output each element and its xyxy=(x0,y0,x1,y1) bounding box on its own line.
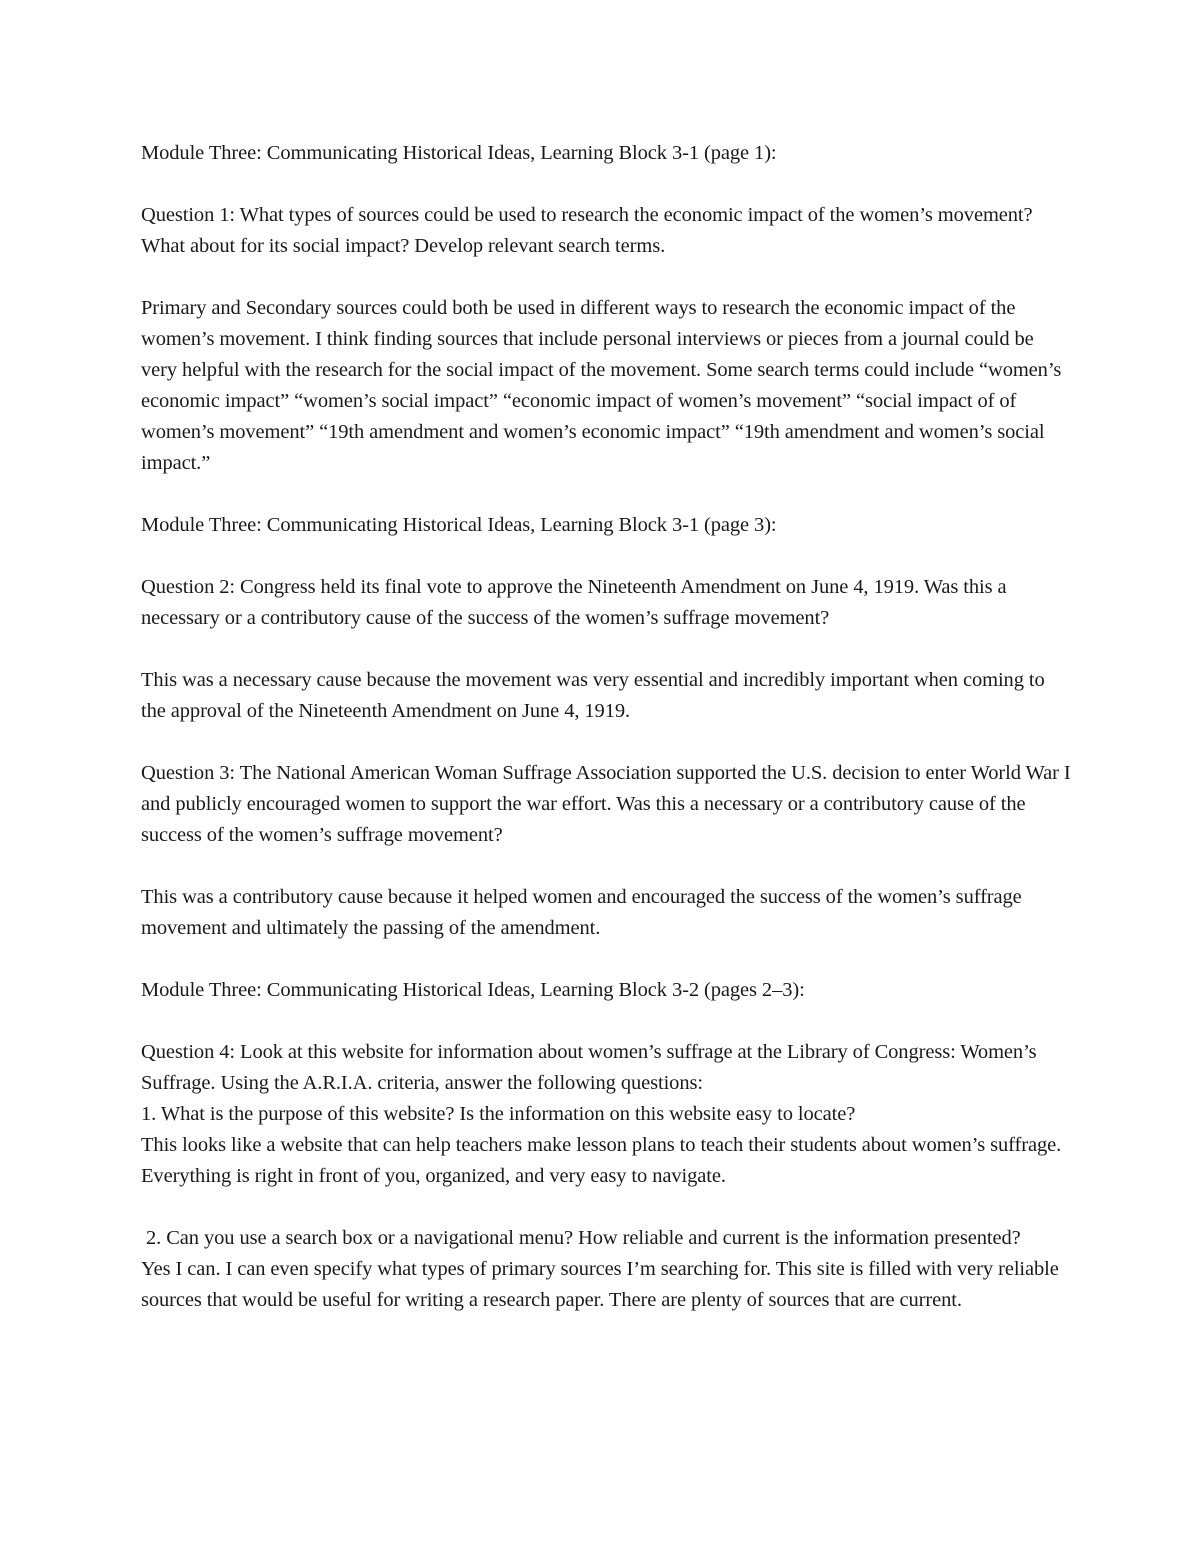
question-2: Question 2: Congress held its final vote to approve the Nineteenth Amendment on June 4, 1919. Was this a necessary or a contributory cause of the success of the women’s suffrage movement? xyxy=(141,576,1007,629)
paragraph-spacer xyxy=(141,727,1071,758)
answer-4-part-2: Yes I can. I can even specify what types of primary sources I’m searching for. This site is filled with very reliable sources that would be useful for writing a research paper. There are plenty of sources that are current. xyxy=(141,1258,1059,1311)
question-4-part-2: 2. Can you use a search box or a navigational menu? How reliable and current is the information presented? xyxy=(141,1227,1021,1249)
answer-1: Primary and Secondary sources could both be used in different ways to research the economic impact of the women’s movement. I think finding sources that include personal interviews or pieces from a journal could be very helpful with the research for the social impact of the movement. Some search terms could include “women’s economic impact” “women’s social impact” “economic impact of women’s movement” “social impact of of women’s movement” “19th amendment and women’s economic impact” “19th amendment and women’s social impact.” xyxy=(141,297,1062,474)
paragraph-spacer xyxy=(141,541,1071,572)
paragraph-spacer xyxy=(141,851,1071,882)
paragraph-spacer xyxy=(141,1006,1071,1037)
paragraph-spacer xyxy=(141,479,1071,510)
section-heading-block-3-1-page-1: Module Three: Communicating Historical Ideas, Learning Block 3-1 (page 1): xyxy=(141,142,777,164)
document-page xyxy=(141,138,1071,1316)
answer-2: This was a necessary cause because the movement was very essential and incredibly important when coming to the approval of the Nineteenth Amendment on June 4, 1919. xyxy=(141,669,1045,722)
section-heading-block-3-1-page-3: Module Three: Communicating Historical Ideas, Learning Block 3-1 (page 3): xyxy=(141,514,777,536)
answer-3: This was a contributory cause because it helped women and encouraged the success of the women’s suffrage movement and ultimately the passing of the amendment. xyxy=(141,886,1022,939)
paragraph-spacer xyxy=(141,634,1071,665)
paragraph-spacer xyxy=(141,169,1071,200)
question-1: Question 1: What types of sources could be used to research the economic impact of the women’s movement? What about for its social impact? Develop relevant search terms. xyxy=(141,204,1033,257)
question-4-part-1: 1. What is the purpose of this website? Is the information on this website easy to locate? xyxy=(141,1103,856,1125)
paragraph-spacer xyxy=(141,944,1071,975)
question-4: Question 4: Look at this website for information about women’s suffrage at the Library of Congress: Women’s Suffrage. Using the A.R.I.A. criteria, answer the following questions: xyxy=(141,1041,1037,1094)
section-heading-block-3-2: Module Three: Communicating Historical Ideas, Learning Block 3-2 (pages 2–3): xyxy=(141,979,805,1001)
question-3: Question 3: The National American Woman Suffrage Association supported the U.S. decision to enter World War I and publicly encouraged women to support the war effort. Was this a necessary or a contributory cause of the success of the women’s suffrage movement? xyxy=(141,762,1071,846)
paragraph-spacer xyxy=(141,262,1071,293)
answer-4-part-1: This looks like a website that can help teachers make lesson plans to teach their students about women’s suffrage. Everything is right in front of you, organized, and very easy to navigate. xyxy=(141,1134,1062,1187)
paragraph-spacer xyxy=(141,1192,1071,1223)
